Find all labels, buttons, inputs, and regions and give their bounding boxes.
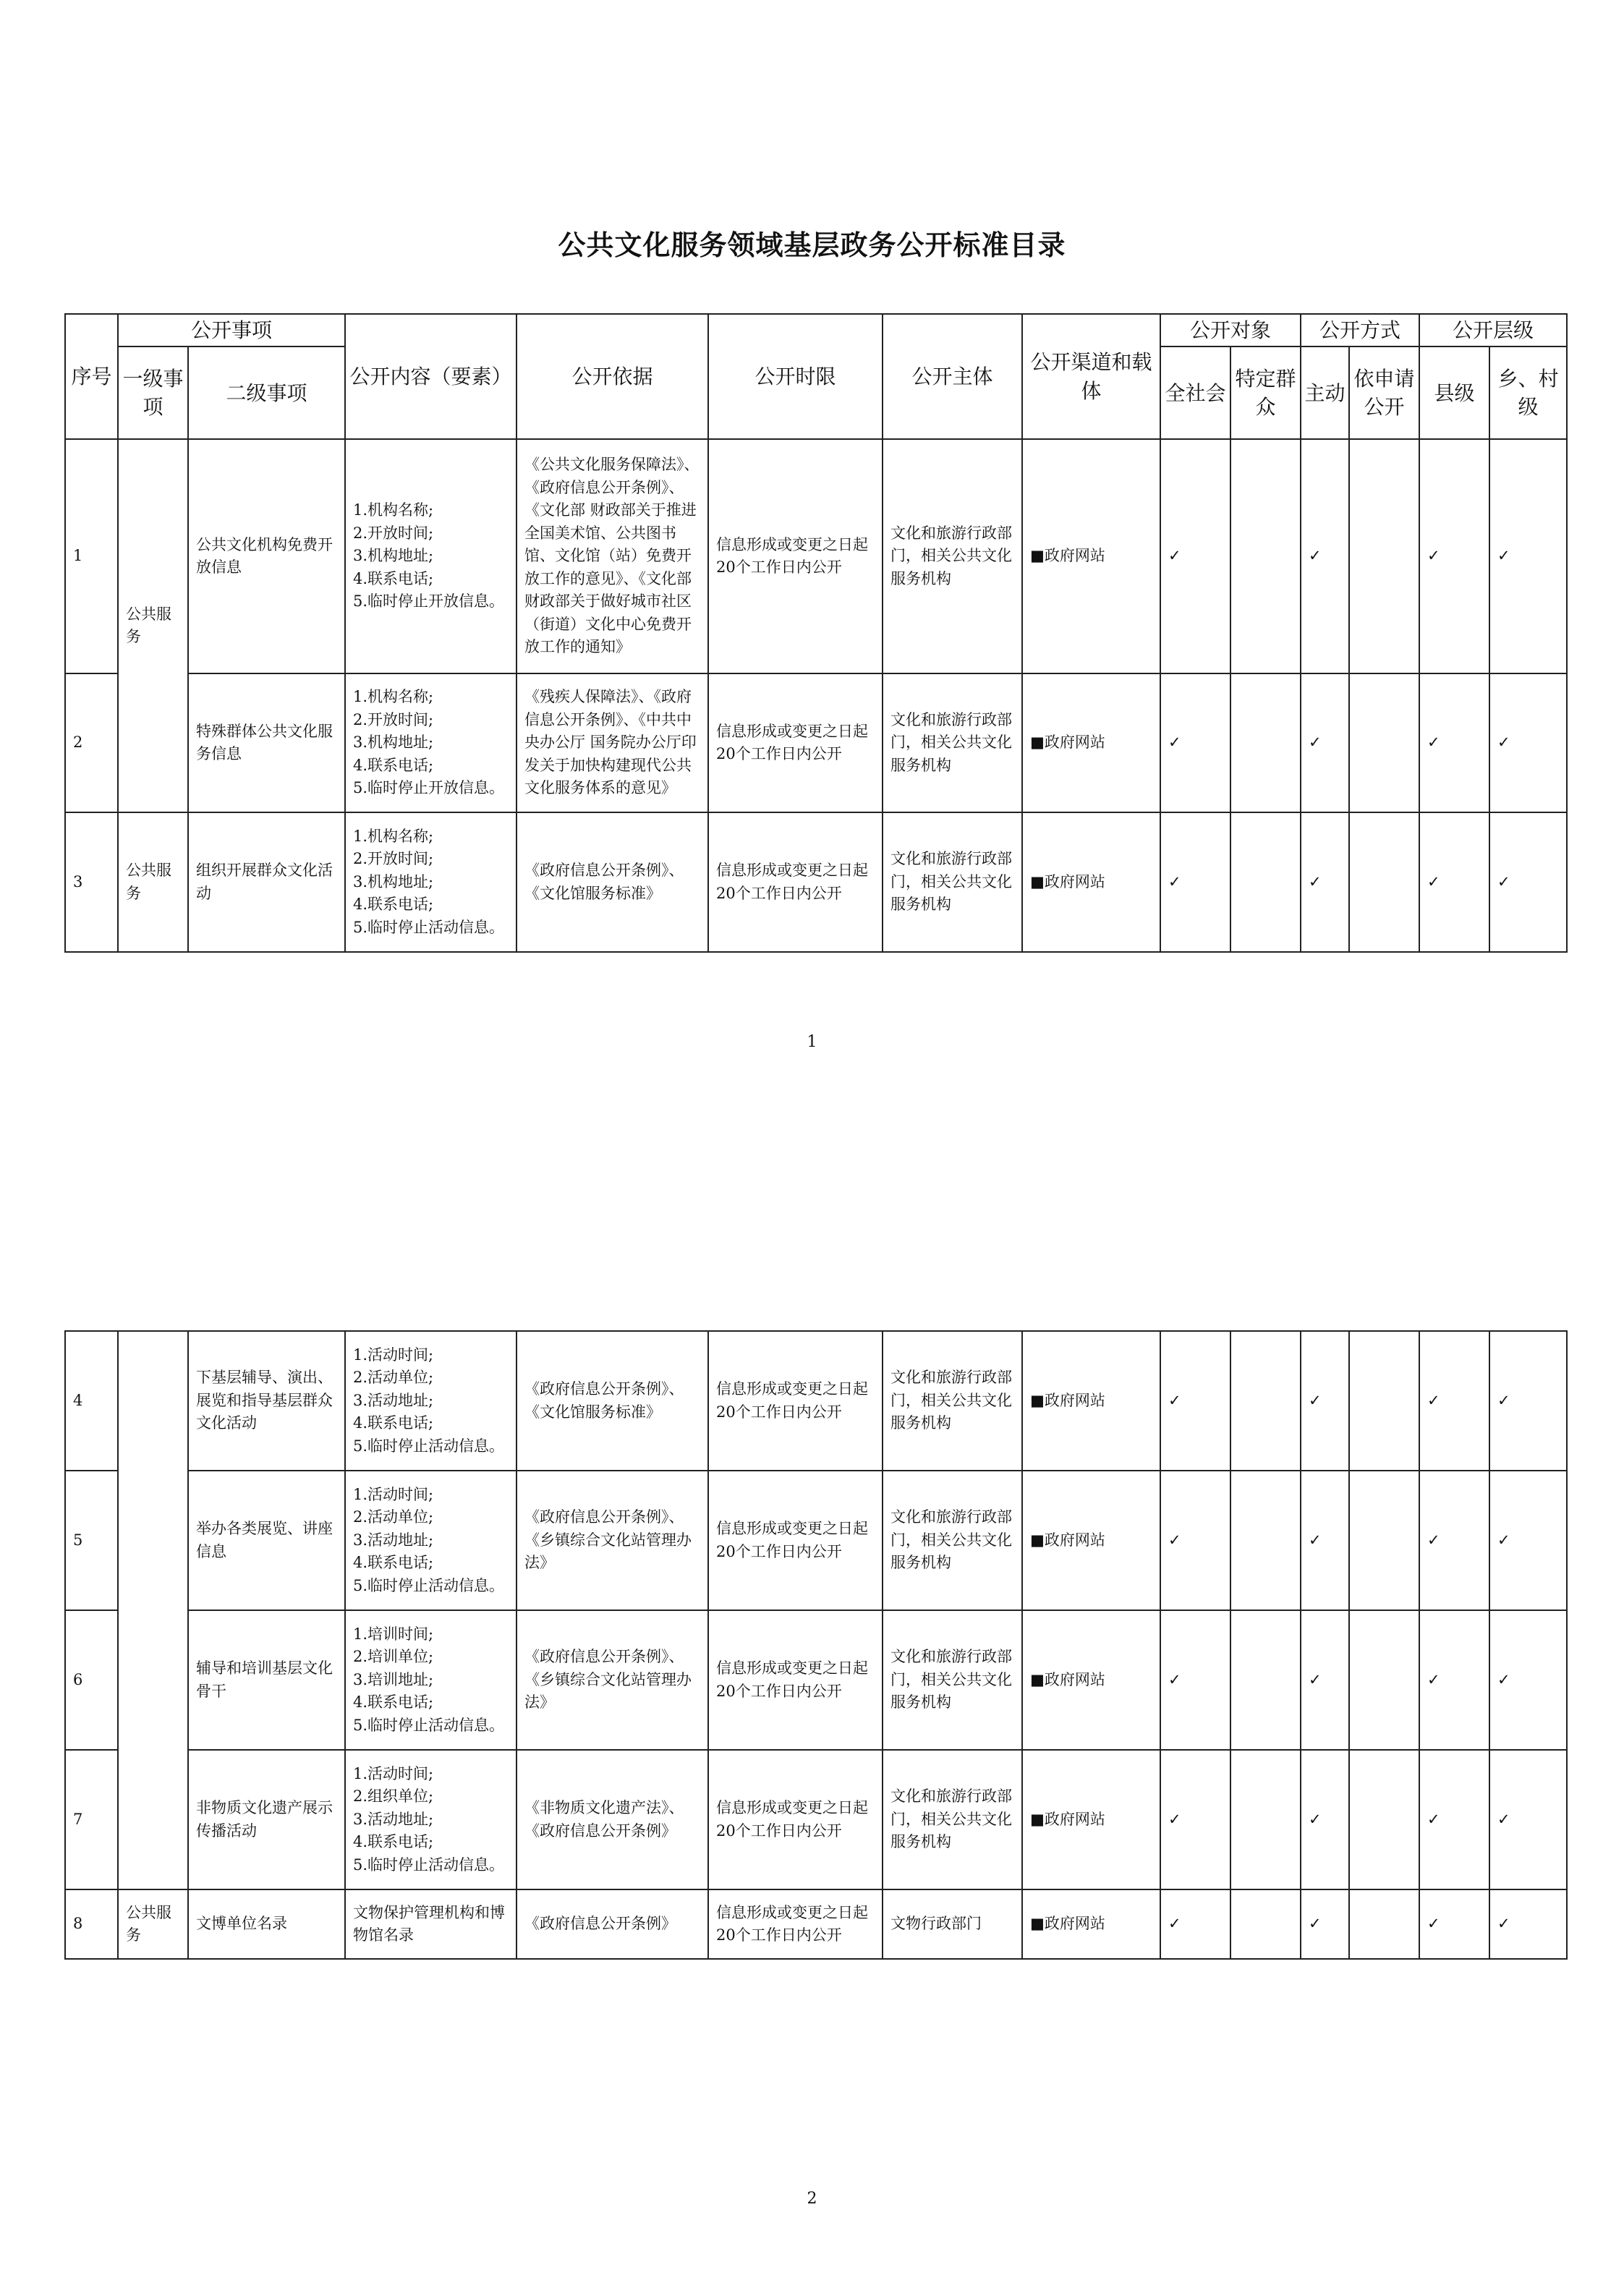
- row-number: 6: [65, 1610, 118, 1750]
- time-limit-cell: 信息形成或变更之日起20个工作日内公开: [708, 1889, 883, 1959]
- check-mark: ✓: [1301, 812, 1349, 952]
- subject-cell: 文化和旅游行政部门，相关公共文化服务机构: [883, 812, 1022, 952]
- row-number: 4: [65, 1331, 118, 1471]
- catalog-table-page-1: [64, 313, 1568, 953]
- level1-item: 公共服务: [118, 1889, 188, 1959]
- header-method-group: 公开方式: [1301, 314, 1419, 346]
- row-number: 8: [65, 1889, 118, 1959]
- check-mark: [1230, 1889, 1301, 1959]
- check-mark: [1349, 1750, 1419, 1889]
- level2-item: 非物质文化遗产展示传播活动: [188, 1750, 345, 1889]
- content-cell: [345, 1889, 516, 1959]
- channel-cell: ■政府网站: [1022, 439, 1160, 673]
- row-number: 2: [65, 673, 118, 812]
- check-mark: [1349, 1471, 1419, 1610]
- basis-cell: 《政府信息公开条例》: [516, 1889, 708, 1959]
- check-mark: [1349, 439, 1419, 673]
- level2-item: 特殊群体公共文化服务信息: [188, 673, 345, 812]
- channel-cell: ■政府网站: [1022, 1889, 1160, 1959]
- header-level-township: 乡、村级: [1489, 346, 1567, 439]
- content-line: 1.活动时间;: [353, 1345, 434, 1364]
- content-line: 2.开放时间;: [353, 850, 434, 868]
- header-target-specific: 特定群众: [1230, 346, 1301, 439]
- check-mark: ✓: [1489, 1331, 1567, 1471]
- header-level-county: 县级: [1419, 346, 1489, 439]
- check-mark: ✓: [1419, 1331, 1489, 1471]
- content-cell: [345, 1331, 516, 1471]
- content-line: 1.机构名称;: [353, 501, 434, 519]
- level1-item: 公共服务: [118, 812, 188, 952]
- check-mark: ✓: [1489, 673, 1567, 812]
- time-limit-cell: 信息形成或变更之日起20个工作日内公开: [708, 812, 883, 952]
- check-mark: [1230, 1471, 1301, 1610]
- content-line: 4.联系电话;: [353, 569, 434, 587]
- table-row: [65, 439, 1567, 673]
- content-line: 5.临时停止开放信息。: [353, 592, 505, 611]
- check-mark: [1349, 673, 1419, 812]
- level1-item: 公共服务: [118, 439, 188, 812]
- header-level1: 一级事项: [118, 346, 188, 439]
- content-cell: [345, 439, 516, 673]
- content-line: 1.活动时间;: [353, 1485, 434, 1503]
- check-mark: ✓: [1489, 812, 1567, 952]
- content-line: 文物保护管理机构和博物馆名录: [353, 1903, 505, 1944]
- check-mark: ✓: [1301, 673, 1349, 812]
- check-mark: ✓: [1489, 1610, 1567, 1750]
- table-row: [65, 1610, 1567, 1750]
- check-mark: [1349, 1610, 1419, 1750]
- content-line: 5.临时停止活动信息。: [353, 1855, 505, 1874]
- channel-cell: ■政府网站: [1022, 1331, 1160, 1471]
- channel-cell: ■政府网站: [1022, 812, 1160, 952]
- row-number: 1: [65, 439, 118, 673]
- time-limit-cell: 信息形成或变更之日起20个工作日内公开: [708, 1750, 883, 1889]
- content-line: 2.组织单位;: [353, 1787, 434, 1806]
- content-line: 4.联系电话;: [353, 1693, 434, 1712]
- basis-cell: 《政府信息公开条例》、《乡镇综合文化站管理办法》: [516, 1610, 708, 1750]
- header-basis: 公开依据: [516, 314, 708, 439]
- check-mark: [1230, 439, 1301, 673]
- channel-cell: ■政府网站: [1022, 1471, 1160, 1610]
- check-mark: [1349, 1331, 1419, 1471]
- check-mark: ✓: [1160, 1750, 1230, 1889]
- content-line: 4.联系电话;: [353, 1414, 434, 1432]
- header-target-all: 全社会: [1160, 346, 1230, 439]
- check-mark: [1230, 812, 1301, 952]
- header-level-group: 公开层级: [1419, 314, 1567, 346]
- check-mark: ✓: [1160, 1889, 1230, 1959]
- basis-cell: 《政府信息公开条例》、《乡镇综合文化站管理办法》: [516, 1471, 708, 1610]
- content-line: 5.临时停止活动信息。: [353, 918, 505, 936]
- header-time-limit: 公开时限: [708, 314, 883, 439]
- check-mark: ✓: [1301, 1610, 1349, 1750]
- content-line: 2.培训单位;: [353, 1648, 434, 1666]
- check-mark: ✓: [1419, 1610, 1489, 1750]
- table-row: [65, 673, 1567, 812]
- level2-item: 下基层辅导、演出、展览和指导基层群众文化活动: [188, 1331, 345, 1471]
- subject-cell: 文化和旅游行政部门，相关公共文化服务机构: [883, 1471, 1022, 1610]
- check-mark: ✓: [1160, 812, 1230, 952]
- row-number: 3: [65, 812, 118, 952]
- channel-cell: ■政府网站: [1022, 673, 1160, 812]
- header-method-active: 主动: [1301, 346, 1349, 439]
- table-row: [65, 812, 1567, 952]
- check-mark: ✓: [1489, 1471, 1567, 1610]
- header-channel: 公开渠道和载体: [1022, 314, 1160, 439]
- level2-item: 举办各类展览、讲座信息: [188, 1471, 345, 1610]
- time-limit-cell: 信息形成或变更之日起20个工作日内公开: [708, 1331, 883, 1471]
- header-method-request: 依申请公开: [1349, 346, 1419, 439]
- check-mark: ✓: [1160, 1331, 1230, 1471]
- header-target-group: 公开对象: [1160, 314, 1301, 346]
- content-line: 4.联系电话;: [353, 1554, 434, 1572]
- content-line: 1.活动时间;: [353, 1764, 434, 1782]
- check-mark: ✓: [1419, 812, 1489, 952]
- content-line: 5.临时停止活动信息。: [353, 1437, 505, 1455]
- time-limit-cell: 信息形成或变更之日起20个工作日内公开: [708, 673, 883, 812]
- content-line: 2.开放时间;: [353, 710, 434, 728]
- catalog-table-page-2: [64, 1330, 1568, 1960]
- check-mark: ✓: [1301, 439, 1349, 673]
- check-mark: ✓: [1301, 1889, 1349, 1959]
- content-line: 3.活动地址;: [353, 1391, 434, 1409]
- content-line: 4.联系电话;: [353, 1833, 434, 1851]
- content-line: 1.培训时间;: [353, 1625, 434, 1643]
- page-number: 1: [807, 1033, 817, 1051]
- table-row: [65, 1471, 1567, 1610]
- header-subject: 公开主体: [883, 314, 1022, 439]
- basis-cell: 《政府信息公开条例》、《文化馆服务标准》: [516, 1331, 708, 1471]
- content-line: 3.机构地址;: [353, 547, 434, 565]
- table-row: [65, 1889, 1567, 1959]
- subject-cell: 文化和旅游行政部门，相关公共文化服务机构: [883, 1331, 1022, 1471]
- subject-cell: 文化和旅游行政部门，相关公共文化服务机构: [883, 439, 1022, 673]
- row-number: 5: [65, 1471, 118, 1610]
- content-line: 2.活动单位;: [353, 1508, 434, 1526]
- check-mark: [1230, 1750, 1301, 1889]
- subject-cell: 文化和旅游行政部门，相关公共文化服务机构: [883, 673, 1022, 812]
- channel-cell: ■政府网站: [1022, 1610, 1160, 1750]
- subject-cell: 文化和旅游行政部门，相关公共文化服务机构: [883, 1750, 1022, 1889]
- content-line: 1.机构名称;: [353, 688, 434, 706]
- time-limit-cell: 信息形成或变更之日起20个工作日内公开: [708, 439, 883, 673]
- level1-item: [118, 1331, 188, 1889]
- check-mark: ✓: [1419, 439, 1489, 673]
- row-number: 7: [65, 1750, 118, 1889]
- content-line: 2.活动单位;: [353, 1369, 434, 1387]
- check-mark: ✓: [1160, 1471, 1230, 1610]
- header-level2: 二级事项: [188, 346, 345, 439]
- content-line: 4.联系电话;: [353, 756, 434, 774]
- check-mark: ✓: [1489, 439, 1567, 673]
- level2-item: 组织开展群众文化活动: [188, 812, 345, 952]
- header-content: 公开内容（要素）: [345, 314, 516, 439]
- check-mark: [1230, 1610, 1301, 1750]
- table-row: [65, 1750, 1567, 1889]
- check-mark: ✓: [1160, 1610, 1230, 1750]
- content-cell: [345, 1610, 516, 1750]
- check-mark: [1230, 1331, 1301, 1471]
- basis-cell: 《残疾人保障法》、《政府信息公开条例》、《中共中央办公厅 国务院办公厅印发关于加快构建现代公共文化服务体系的意见》: [516, 673, 708, 812]
- basis-cell: 《公共文化服务保障法》、《政府信息公开条例》、《文化部 财政部关于推进全国美术馆、公共图书馆、文化馆（站）免费开放工作的意见》、《文化部 财政部关于做好城市社区（街道）文化中心免费开放工作的通知》: [516, 439, 708, 673]
- check-mark: [1230, 673, 1301, 812]
- channel-cell: ■政府网站: [1022, 1750, 1160, 1889]
- check-mark: ✓: [1489, 1889, 1567, 1959]
- check-mark: ✓: [1419, 1471, 1489, 1610]
- level2-item: 文博单位名录: [188, 1889, 345, 1959]
- check-mark: ✓: [1301, 1750, 1349, 1889]
- check-mark: ✓: [1419, 1750, 1489, 1889]
- content-line: 2.开放时间;: [353, 524, 434, 542]
- check-mark: ✓: [1160, 439, 1230, 673]
- check-mark: ✓: [1419, 1889, 1489, 1959]
- content-line: 3.活动地址;: [353, 1531, 434, 1549]
- check-mark: [1349, 812, 1419, 952]
- basis-cell: 《政府信息公开条例》、《文化馆服务标准》: [516, 812, 708, 952]
- level2-item: 辅导和培训基层文化骨干: [188, 1610, 345, 1750]
- time-limit-cell: 信息形成或变更之日起20个工作日内公开: [708, 1610, 883, 1750]
- content-line: 5.临时停止活动信息。: [353, 1716, 505, 1734]
- check-mark: ✓: [1160, 673, 1230, 812]
- content-line: 3.机构地址;: [353, 872, 434, 890]
- check-mark: [1349, 1889, 1419, 1959]
- header-seq: 序号: [65, 314, 118, 439]
- content-line: 5.临时停止开放信息。: [353, 779, 505, 797]
- content-cell: [345, 1471, 516, 1610]
- check-mark: ✓: [1301, 1331, 1349, 1471]
- content-line: 3.培训地址;: [353, 1670, 434, 1688]
- check-mark: ✓: [1489, 1750, 1567, 1889]
- table-row: [65, 1331, 1567, 1471]
- subject-cell: 文化和旅游行政部门，相关公共文化服务机构: [883, 1610, 1022, 1750]
- page-title: 公共文化服务领域基层政务公开标准目录: [558, 229, 1066, 261]
- content-line: 1.机构名称;: [353, 827, 434, 845]
- content-cell: [345, 1750, 516, 1889]
- time-limit-cell: 信息形成或变更之日起20个工作日内公开: [708, 1471, 883, 1610]
- level2-item: 公共文化机构免费开放信息: [188, 439, 345, 673]
- content-cell: [345, 812, 516, 952]
- check-mark: ✓: [1301, 1471, 1349, 1610]
- content-line: 4.联系电话;: [353, 896, 434, 914]
- basis-cell: 《非物质文化遗产法》、《政府信息公开条例》: [516, 1750, 708, 1889]
- header-items-group: 公开事项: [118, 314, 345, 346]
- content-cell: [345, 673, 516, 812]
- content-line: 3.机构地址;: [353, 734, 434, 752]
- page-number: 2: [807, 2190, 817, 2208]
- check-mark: ✓: [1419, 673, 1489, 812]
- subject-cell: 文物行政部门: [883, 1889, 1022, 1959]
- content-line: 3.活动地址;: [353, 1810, 434, 1828]
- content-line: 5.临时停止活动信息。: [353, 1576, 505, 1594]
